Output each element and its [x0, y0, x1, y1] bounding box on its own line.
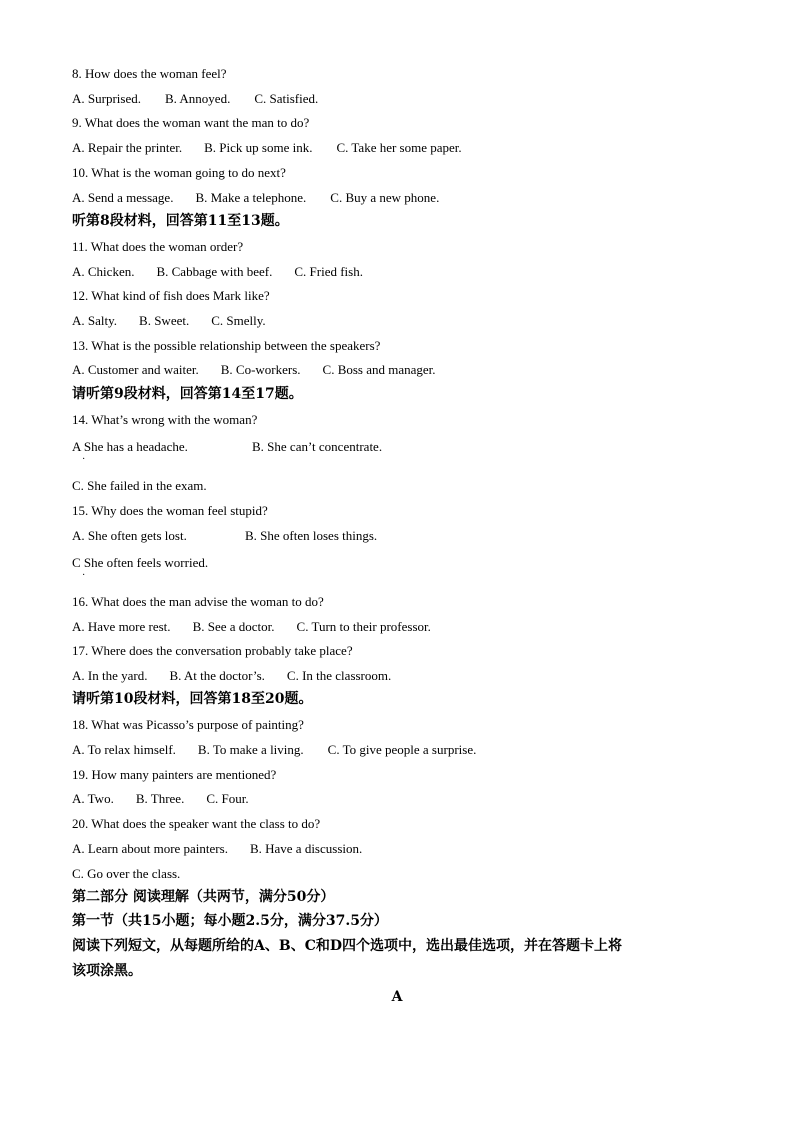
question-12-stem: 12. What kind of fish does Mark like? [72, 288, 270, 303]
option-b: B. Make a telephone. [195, 190, 307, 205]
option-a: A. In the yard. [72, 668, 148, 683]
option-b: B. She often loses things. [245, 528, 378, 543]
question-10-options [72, 190, 439, 206]
option-a: A. She often gets lost. [72, 528, 187, 543]
dot-mark: · [82, 570, 86, 581]
option-a: A. Customer and waiter. [72, 362, 199, 377]
option-a: A. To relax himself. [72, 742, 176, 757]
option-b: B. Three. [135, 791, 185, 806]
option-c: C. To give people a surprise. [327, 742, 477, 757]
question-17-stem: 17. Where does the conversation probably take place? [72, 643, 353, 658]
option-c: C. Buy a new phone. [330, 190, 440, 205]
question-20-stem: 20. What does the speaker want the class to do? [72, 816, 321, 831]
option-a: A. Learn about more painters. [72, 841, 228, 856]
option-a: A. Salty. [72, 313, 118, 328]
question-14-options-ab [72, 439, 382, 455]
option-b: B. Annoyed. [164, 91, 231, 106]
option-b: B. Cabbage with beef. [156, 264, 273, 279]
question-8-options [72, 91, 318, 107]
option-c: C. Turn to their professor. [296, 619, 431, 634]
part-2-title: 第二部分 阅读理解（共两节，满分50分） [72, 889, 335, 905]
option-b: B. Sweet. [139, 313, 190, 328]
option-c: C. Fried fish. [294, 264, 363, 279]
option-c: C. Satisfied. [254, 91, 319, 106]
option-a: A. Two. [72, 791, 114, 806]
question-13-options [72, 362, 436, 378]
question-18-options [72, 742, 476, 758]
question-16-options [72, 619, 431, 635]
question-9-stem: 9. What does the woman want the man to do? [72, 115, 310, 130]
part-2-instructions-line-2: 该项涂黑。 [72, 963, 142, 979]
option-c: C. In the classroom. [286, 668, 392, 683]
option-b: B. See a doctor. [192, 619, 275, 634]
question-20-option-c: C. Go over the class. [72, 866, 181, 881]
option-b: B. At the doctor’s. [169, 668, 265, 683]
question-18-stem: 18. What was Picasso’s purpose of painting? [72, 717, 304, 732]
part-2-section-1: 第一节（共15小题；每小题2.5分，满分37.5分） [72, 913, 388, 929]
option-b: B. Pick up some ink. [204, 140, 313, 155]
question-15-stem: 15. Why does the woman feel stupid? [72, 503, 268, 518]
section-heading-9: 请听第9段材料，回答第14至17题。 [72, 386, 303, 402]
question-15-option-c: C She often feels worried. [72, 555, 209, 570]
question-9-options [72, 140, 462, 156]
option-b: B. She can’t concentrate. [252, 439, 383, 454]
option-c: C. Take her some paper. [336, 140, 462, 155]
section-heading-8: 听第8段材料，回答第11至13题。 [72, 213, 289, 229]
option-a: A. Have more rest. [72, 619, 171, 634]
question-19-options [72, 791, 249, 807]
option-b: B. To make a living. [197, 742, 304, 757]
passage-label: A [391, 989, 403, 1005]
option-b: B. Co-workers. [220, 362, 301, 377]
question-12-options [72, 313, 266, 329]
question-11-options [72, 264, 363, 280]
option-a: A She has a headache. [72, 439, 188, 454]
question-14-stem: 14. What’s wrong with the woman? [72, 412, 258, 427]
question-8-stem: 8. How does the woman feel? [72, 66, 227, 81]
question-10-stem: 10. What is the woman going to do next? [72, 165, 286, 180]
question-17-options [72, 668, 391, 684]
option-c: C. Four. [206, 791, 249, 806]
section-heading-10: 请听第10段材料，回答第18至20题。 [72, 691, 313, 707]
option-c: C. Smelly. [211, 313, 266, 328]
option-b: B. Have a discussion. [249, 841, 363, 856]
question-19-stem: 19. How many painters are mentioned? [72, 767, 277, 782]
option-a: A. Send a message. [72, 190, 174, 205]
question-15-options-ab [72, 528, 377, 544]
option-a: A. Repair the printer. [72, 140, 183, 155]
option-c: C. Boss and manager. [322, 362, 436, 377]
option-a: A. Surprised. [72, 91, 141, 106]
question-14-option-c: C. She failed in the exam. [72, 478, 207, 493]
question-20-options-ab [72, 841, 362, 857]
question-11-stem: 11. What does the woman order? [72, 239, 244, 254]
part-2-instructions-line-1: 阅读下列短文，从每题所给的A、B、C和D四个选项中，选出最佳选项，并在答题卡上将 [72, 938, 622, 954]
option-a: A. Chicken. [72, 264, 135, 279]
question-16-stem: 16. What does the man advise the woman to do? [72, 594, 324, 609]
question-13-stem: 13. What is the possible relationship between the speakers? [72, 338, 381, 353]
dot-mark: · [82, 454, 86, 465]
